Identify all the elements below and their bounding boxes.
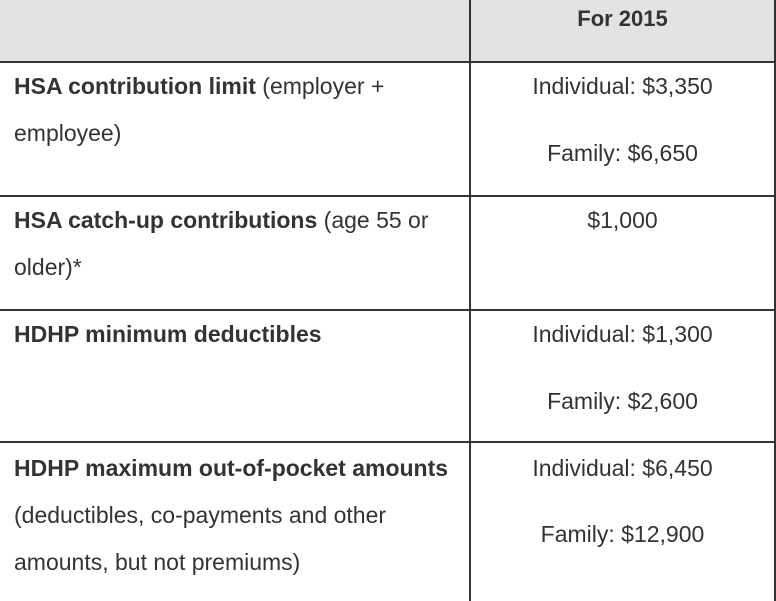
row-divider <box>0 441 776 443</box>
row-label-bold: HDHP maximum out-of-pocket amounts <box>14 455 449 481</box>
value-catch-up: $1,000 <box>587 207 658 233</box>
value-individual: Individual: $6,450 <box>532 455 713 481</box>
row-label-bold: HSA contribution limit <box>14 73 256 99</box>
row-label-hdhp-max-out-of-pocket <box>14 445 464 586</box>
value-individual: Individual: $1,300 <box>532 321 713 347</box>
value-family: Family: $12,900 <box>540 521 705 547</box>
row-label-detail: (age 55 or older)* <box>14 207 429 280</box>
row-label-bold: HDHP minimum deductibles <box>14 321 322 347</box>
row-label-hdhp-min-deductibles <box>14 311 464 358</box>
row-label-hsa-catch-up <box>14 197 464 291</box>
row-label-hsa-contribution-limit <box>14 63 464 157</box>
value-individual: Individual: $3,350 <box>532 73 713 99</box>
value-family: Family: $2,600 <box>547 388 698 414</box>
row-label-detail: (employer + employee) <box>14 73 385 146</box>
value-family: Family: $6,650 <box>547 140 698 166</box>
row-label-bold: HSA catch-up contributions <box>14 207 318 233</box>
row-label-detail: (deductibles, co-payments and other amounts, but not premiums) <box>14 502 387 575</box>
header-year: For 2015 <box>577 6 668 31</box>
